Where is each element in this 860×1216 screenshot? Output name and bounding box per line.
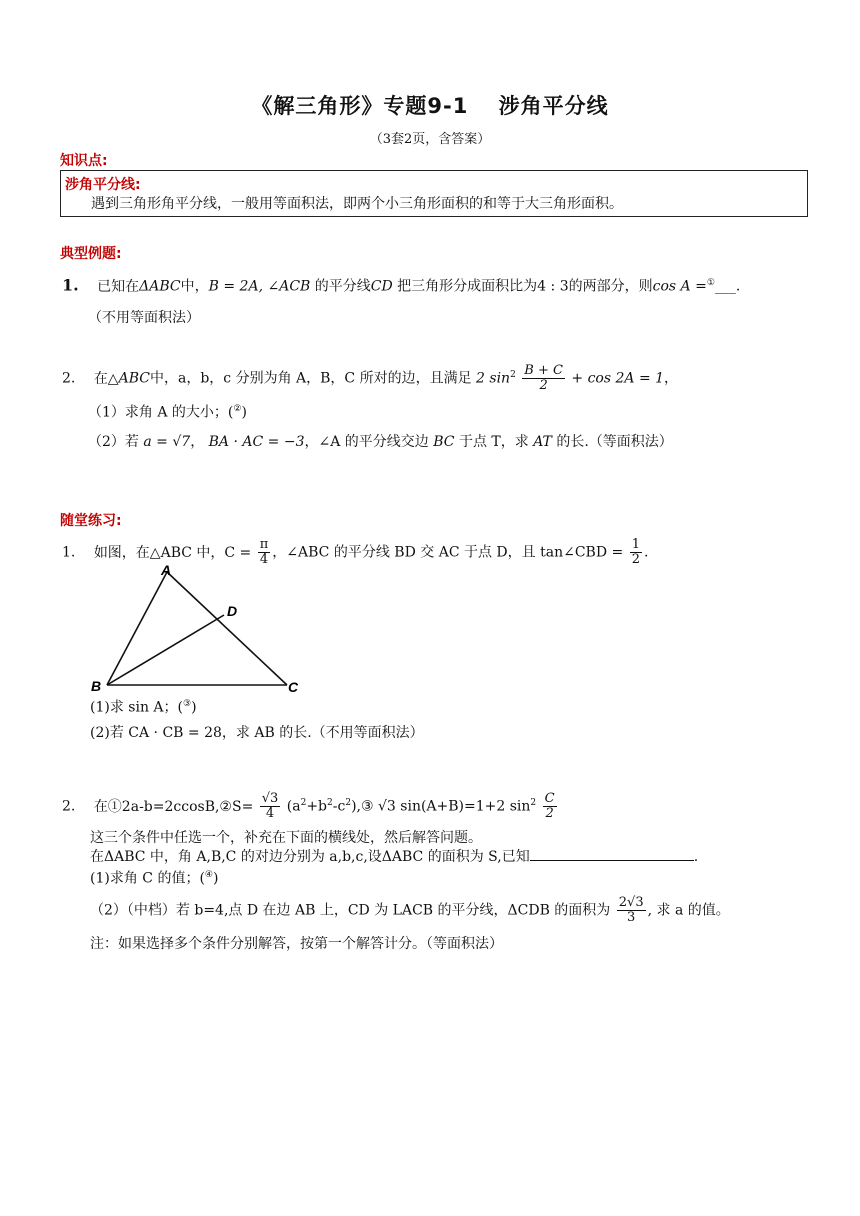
example-2-sub1 bbox=[88, 400, 247, 422]
example-1-text-d: 把三角形分成面积比为 bbox=[397, 278, 538, 295]
example-2-sub2-text-c: 于点 T，求 bbox=[458, 434, 529, 450]
example-1-text-b: 中， bbox=[180, 278, 209, 295]
example-1-marker: ① bbox=[706, 278, 715, 288]
example-1-text-e: 的两部分，则 bbox=[568, 278, 653, 295]
vertex-label-a: A bbox=[161, 562, 172, 578]
practice-2-note: 注：如果选择多个条件分别解答，按第一个解答计分。（等面积法） bbox=[90, 936, 503, 952]
example-1-note: （不用等面积法） bbox=[88, 310, 200, 326]
practice-1-c-den: 4 bbox=[259, 552, 269, 567]
example-2-text-b: 中，a，b，c 分别为角 A，B，C 所对的边，且满足 bbox=[149, 370, 472, 387]
practice-1-sub2: (2)若 CA · CB = 28，求 AB 的长.（不用等面积法） bbox=[90, 725, 424, 741]
example-2-lhs: 2 sin bbox=[476, 370, 511, 387]
side-ac bbox=[167, 572, 287, 685]
example-2-square: 2 bbox=[510, 369, 516, 380]
practice-2-sq-d: 2 bbox=[530, 797, 537, 808]
practice-1-text-a: 如图，在△ABC 中，C = bbox=[93, 544, 252, 561]
practice-2-s-den: 4 bbox=[265, 806, 275, 821]
example-2-fraction bbox=[522, 364, 565, 393]
practice-2-sub2 bbox=[90, 896, 730, 925]
example-1-number: 1. bbox=[62, 275, 79, 295]
practice-1-sub1 bbox=[90, 695, 197, 717]
practice-1-sub1-text: (1)求 sin A；( bbox=[90, 699, 183, 716]
practice-2-s-num: √3 bbox=[261, 791, 279, 806]
practice-2-area-den: 3 bbox=[627, 910, 636, 925]
practice-2-text-d: -c bbox=[332, 798, 346, 815]
practice-2-answer-blank bbox=[530, 860, 694, 861]
example-2-sub2-bc: BC bbox=[433, 434, 455, 450]
example-1-triangle: ΔABC bbox=[139, 278, 181, 295]
practice-1-text-b: ，∠ABC 的平分线 BD 交 AC 于点 D，且 tan∠CBD = bbox=[272, 544, 624, 561]
practice-2-text-b: (a bbox=[286, 798, 301, 815]
practice-2-c-den: 2 bbox=[545, 806, 554, 821]
example-1-text-c: 的平分线 bbox=[314, 278, 371, 295]
page-title: 《解三角形》专题9-1 涉角平分线 bbox=[251, 94, 609, 118]
example-2-fraction-den: 2 bbox=[539, 378, 548, 393]
practice-2-text-e: ),③ bbox=[351, 798, 374, 815]
practice-1-text-c: . bbox=[643, 544, 649, 561]
practice-1-number: 1. bbox=[62, 544, 76, 561]
practice-2-line3-text: 在ΔABC 中，角 A,B,C 的对边分别为 a,b,c,设ΔABC 的面积为 S,已知 bbox=[90, 849, 530, 865]
example-2-text-a: 在△ bbox=[93, 370, 119, 387]
example-2-sub2-text-b: ，∠A 的平分线交边 bbox=[304, 434, 429, 450]
example-1-text-a: 已知在 bbox=[97, 278, 140, 295]
practice-2-text-g: sin(A+B)=1+2 sin bbox=[400, 798, 531, 815]
examples-header: 典型例题: bbox=[60, 246, 122, 262]
practice-1-sub1-end: ) bbox=[191, 699, 197, 716]
side-ab bbox=[107, 572, 167, 685]
practice-2-sub1 bbox=[90, 866, 218, 888]
knowledge-header: 知识点: bbox=[60, 153, 108, 169]
practice-2-sq-c: 2 bbox=[345, 797, 352, 808]
example-2-sub1-text: （1）求角 A 的大小；( bbox=[88, 404, 234, 421]
practice-2-line3-end: . bbox=[693, 849, 699, 865]
practice-2-sqrt3: √3 bbox=[378, 798, 396, 815]
vertex-label-d: D bbox=[227, 603, 238, 619]
example-2 bbox=[62, 364, 678, 393]
example-1-ask: cos A = bbox=[652, 278, 707, 295]
example-1-cd: CD bbox=[370, 278, 393, 295]
example-2-sub2: （2）若 a = √7， BA · AC = −3，∠A 的平分线交边 BC 于点 T，求 AT 的长.（等面积法） bbox=[88, 434, 673, 450]
practice-2-text-c: +b bbox=[306, 798, 328, 815]
practice-1-tan-den: 2 bbox=[631, 552, 640, 567]
example-1-condition: B = 2A, ∠ACB bbox=[208, 278, 311, 295]
practice-1-tan-fraction bbox=[630, 538, 642, 567]
page-subtitle: （3套2页，含答案） bbox=[369, 132, 491, 147]
practice-1-tan-num: 1 bbox=[631, 537, 640, 552]
example-2-sub2-eq1: a = √7 bbox=[143, 434, 191, 450]
example-2-fraction-num: B + C bbox=[524, 363, 563, 378]
knowledge-box-heading: 涉角平分线: bbox=[65, 177, 141, 193]
practice-2-text-a: 在①2a-b=2ccosB,②S= bbox=[93, 798, 254, 815]
practice-2-c-fraction bbox=[543, 792, 557, 821]
vertex-label-c: C bbox=[288, 679, 299, 695]
practice-2-sub1-marker: ④ bbox=[204, 870, 213, 880]
example-2-sub1-marker: ② bbox=[233, 404, 242, 414]
practice-2-c-num: C bbox=[544, 791, 555, 806]
practice-2-number: 2. bbox=[62, 798, 76, 815]
example-2-sub2-text-a: （2）若 bbox=[88, 434, 139, 450]
practice-2-area-fraction bbox=[617, 896, 646, 925]
example-1-ratio: 4 : 3 bbox=[537, 278, 569, 295]
triangle-figure bbox=[85, 560, 315, 700]
knowledge-box bbox=[60, 170, 808, 217]
example-2-sub2-text-d: 的长.（等面积法） bbox=[556, 434, 673, 450]
practice-2-s-fraction bbox=[260, 792, 281, 821]
example-2-rhs: + cos 2A = 1 bbox=[571, 370, 665, 387]
practice-2-sq-b: 2 bbox=[327, 797, 333, 808]
practice-2-sq-a: 2 bbox=[300, 797, 307, 808]
vertex-label-b: B bbox=[91, 678, 102, 694]
example-1 bbox=[62, 274, 740, 296]
example-2-comma: ， bbox=[664, 370, 679, 387]
knowledge-box-text: 遇到三角形角平分线，一般用等面积法，即两个小三角形面积的和等于大三角形面积。 bbox=[91, 196, 623, 212]
example-2-number: 2. bbox=[62, 370, 76, 387]
example-2-sub2-eq2: BA · AC = −3 bbox=[208, 434, 305, 450]
practice-2-sub1-end: ) bbox=[212, 870, 219, 887]
practice-header: 随堂练习: bbox=[60, 513, 122, 529]
bisector-bd bbox=[107, 615, 224, 685]
practice-2-sub2-text-a: （2）（中档）若 b=4,点 D 在边 AB 上，CD 为 LACB 的平分线，ΔCDB 的面积为 bbox=[90, 902, 611, 919]
example-2-sub1-end: ) bbox=[241, 404, 247, 421]
example-1-blank: ___. bbox=[714, 278, 741, 295]
practice-2-line2: 这三个条件中任选一个，补充在下面的横线处，然后解答问题。 bbox=[90, 830, 482, 846]
practice-2-line1 bbox=[62, 792, 559, 821]
practice-1-sub1-marker: ③ bbox=[182, 699, 192, 709]
example-2-sub2-at: AT bbox=[533, 434, 552, 450]
practice-1-c-num: π bbox=[259, 537, 269, 552]
practice-2-sub2-text-b: , 求 a 的值。 bbox=[647, 902, 730, 919]
practice-2-area-num: 2√3 bbox=[618, 895, 644, 910]
practice-2-sub1-text: (1)求角 C 的值；( bbox=[90, 870, 205, 887]
example-2-abc: ABC bbox=[118, 370, 150, 387]
practice-2-line3 bbox=[90, 848, 698, 866]
